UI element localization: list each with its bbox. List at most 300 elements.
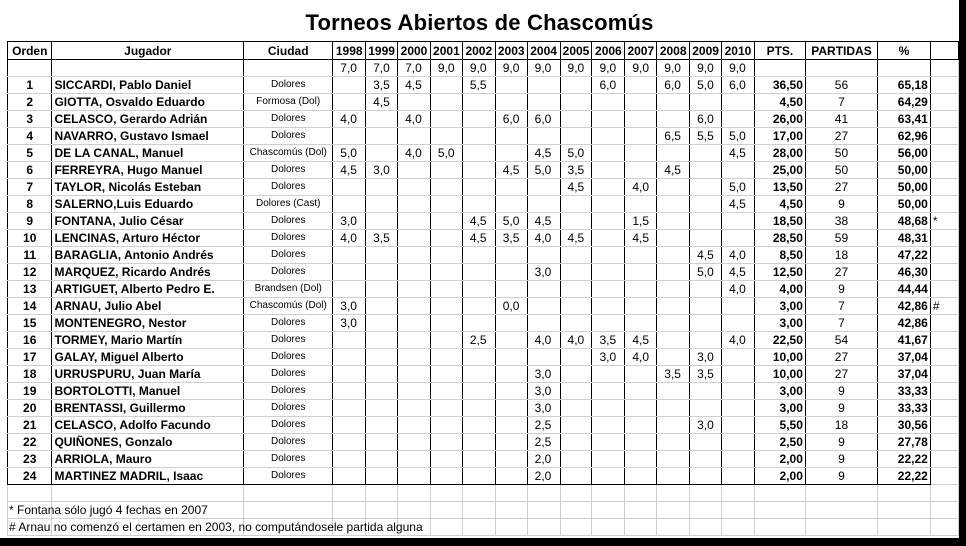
year-score-cell[interactable] [690,451,722,468]
year-score-cell[interactable] [462,145,495,162]
year-score-cell[interactable] [398,230,431,247]
year-score-cell[interactable] [333,247,366,264]
year-score-cell[interactable] [560,298,592,315]
empty-cell[interactable] [657,502,690,519]
partidas-cell[interactable]: 56 [805,77,877,94]
year-score-cell[interactable] [366,434,398,451]
jugador-cell[interactable]: CELASCO, Adolfo Facundo [52,417,244,434]
year-score-cell[interactable] [657,281,690,298]
year-score-cell[interactable] [560,77,592,94]
year-score-cell[interactable]: 3,0 [592,349,625,366]
year-score-cell[interactable] [333,94,366,111]
year-score-cell[interactable] [366,332,398,349]
year-score-cell[interactable] [560,315,592,332]
jugador-cell[interactable]: BARAGLIA, Antonio Andrés [52,247,244,264]
ciudad-cell[interactable]: Dolores [244,128,333,145]
orden-cell[interactable]: 13 [8,281,52,298]
pts-cell[interactable]: 3,00 [754,383,805,400]
year-score-cell[interactable]: 4,0 [722,281,755,298]
year-score-cell[interactable] [366,196,398,213]
jugador-cell[interactable]: GIOTTA, Osvaldo Eduardo [52,94,244,111]
jugador-cell[interactable]: QUIÑONES, Gonzalo [52,434,244,451]
header-pct[interactable]: % [878,42,931,60]
empty-cell[interactable] [244,60,333,77]
year-score-cell[interactable] [625,94,657,111]
year-score-cell[interactable] [527,298,560,315]
year-score-cell[interactable]: 3,5 [657,366,690,383]
empty-cell[interactable] [625,485,657,502]
year-score-cell[interactable] [560,366,592,383]
pct-cell[interactable]: 27,78 [878,434,931,451]
year-score-cell[interactable]: 2,0 [527,468,560,485]
year-score-cell[interactable]: 3,0 [366,162,398,179]
weight-cell[interactable]: 7,0 [366,60,398,77]
pct-cell[interactable]: 42,86 [878,298,931,315]
orden-cell[interactable]: 17 [8,349,52,366]
year-score-cell[interactable]: 3,5 [495,230,527,247]
year-score-cell[interactable] [625,417,657,434]
empty-cell[interactable] [52,60,244,77]
ciudad-cell[interactable]: Dolores [244,179,333,196]
year-score-cell[interactable]: 3,0 [527,366,560,383]
orden-cell[interactable]: 24 [8,468,52,485]
empty-cell[interactable] [754,60,805,77]
year-score-cell[interactable] [560,383,592,400]
year-score-cell[interactable] [398,213,431,230]
year-score-cell[interactable]: 4,0 [722,247,755,264]
empty-cell[interactable] [398,485,431,502]
header-year[interactable]: 2010 [722,42,755,60]
orden-cell[interactable]: 20 [8,400,52,417]
year-score-cell[interactable] [625,264,657,281]
mark-cell[interactable] [930,400,958,417]
empty-cell[interactable] [244,502,333,519]
year-score-cell[interactable] [462,111,495,128]
partidas-cell[interactable]: 9 [805,383,877,400]
orden-cell[interactable]: 3 [8,111,52,128]
orden-cell[interactable]: 23 [8,451,52,468]
year-score-cell[interactable]: 4,5 [722,145,755,162]
empty-cell[interactable] [754,519,805,536]
year-score-cell[interactable]: 4,0 [527,332,560,349]
year-score-cell[interactable] [722,451,755,468]
year-score-cell[interactable] [495,264,527,281]
year-score-cell[interactable]: 4,5 [657,162,690,179]
ciudad-cell[interactable]: Dolores [244,451,333,468]
mark-cell[interactable] [930,366,958,383]
year-score-cell[interactable] [722,400,755,417]
year-score-cell[interactable] [398,128,431,145]
header-year[interactable]: 1999 [366,42,398,60]
year-score-cell[interactable]: 3,5 [366,230,398,247]
orden-cell[interactable]: 18 [8,366,52,383]
year-score-cell[interactable] [430,315,462,332]
year-score-cell[interactable]: 3,0 [527,383,560,400]
ciudad-cell[interactable]: Dolores [244,162,333,179]
jugador-cell[interactable]: GALAY, Miguel Alberto [52,349,244,366]
year-score-cell[interactable] [560,281,592,298]
year-score-cell[interactable] [462,417,495,434]
year-score-cell[interactable]: 3,5 [690,366,722,383]
ciudad-cell[interactable]: Dolores [244,468,333,485]
ciudad-cell[interactable]: Dolores [244,400,333,417]
year-score-cell[interactable] [430,417,462,434]
jugador-cell[interactable]: TAYLOR, Nicolás Esteban [52,179,244,196]
year-score-cell[interactable] [495,94,527,111]
year-score-cell[interactable] [398,315,431,332]
mark-cell[interactable] [930,196,958,213]
weight-cell[interactable]: 9,0 [430,60,462,77]
ciudad-cell[interactable]: Dolores [244,77,333,94]
year-score-cell[interactable]: 4,5 [527,213,560,230]
pct-cell[interactable]: 33,33 [878,400,931,417]
pts-cell[interactable]: 10,00 [754,349,805,366]
partidas-cell[interactable]: 7 [805,315,877,332]
year-score-cell[interactable] [657,451,690,468]
year-score-cell[interactable] [722,366,755,383]
header-orden[interactable]: Orden [8,42,52,60]
empty-cell[interactable] [878,485,931,502]
year-score-cell[interactable] [625,383,657,400]
year-score-cell[interactable] [560,247,592,264]
year-score-cell[interactable] [430,179,462,196]
year-score-cell[interactable] [592,162,625,179]
pts-cell[interactable]: 13,50 [754,179,805,196]
empty-cell[interactable] [722,519,755,536]
year-score-cell[interactable] [430,213,462,230]
empty-cell[interactable] [52,485,244,502]
year-score-cell[interactable] [690,383,722,400]
year-score-cell[interactable] [398,349,431,366]
header-year[interactable]: 2001 [430,42,462,60]
empty-cell[interactable] [930,485,958,502]
orden-cell[interactable]: 15 [8,315,52,332]
year-score-cell[interactable]: 2,5 [527,434,560,451]
year-score-cell[interactable] [560,111,592,128]
empty-cell[interactable] [722,502,755,519]
jugador-cell[interactable]: ARTIGUET, Alberto Pedro E. [52,281,244,298]
year-score-cell[interactable] [690,468,722,485]
year-score-cell[interactable] [430,332,462,349]
year-score-cell[interactable] [592,179,625,196]
partidas-cell[interactable]: 9 [805,434,877,451]
pts-cell[interactable]: 25,00 [754,162,805,179]
weight-cell[interactable]: 7,0 [333,60,366,77]
empty-cell[interactable] [930,519,958,536]
year-score-cell[interactable]: 5,0 [495,213,527,230]
year-score-cell[interactable] [690,298,722,315]
weight-cell[interactable]: 9,0 [495,60,527,77]
empty-cell[interactable] [462,502,495,519]
mark-cell[interactable] [930,383,958,400]
pts-cell[interactable]: 3,00 [754,315,805,332]
year-score-cell[interactable] [333,417,366,434]
year-score-cell[interactable]: 4,5 [527,145,560,162]
year-score-cell[interactable] [592,213,625,230]
year-score-cell[interactable] [722,315,755,332]
empty-cell[interactable] [754,485,805,502]
header-year[interactable]: 2006 [592,42,625,60]
year-score-cell[interactable] [398,468,431,485]
year-score-cell[interactable] [333,196,366,213]
year-score-cell[interactable] [722,417,755,434]
year-score-cell[interactable] [592,145,625,162]
orden-cell[interactable]: 14 [8,298,52,315]
header-pts[interactable]: PTS. [754,42,805,60]
year-score-cell[interactable] [333,179,366,196]
year-score-cell[interactable] [333,77,366,94]
ciudad-cell[interactable]: Dolores (Cast) [244,196,333,213]
jugador-cell[interactable]: ARNAU, Julio Abel [52,298,244,315]
orden-cell[interactable]: 6 [8,162,52,179]
ciudad-cell[interactable]: Chascomús (Dol) [244,145,333,162]
ciudad-cell[interactable]: Dolores [244,417,333,434]
pct-cell[interactable]: 46,30 [878,264,931,281]
year-score-cell[interactable]: 2,5 [527,417,560,434]
weight-cell[interactable]: 9,0 [560,60,592,77]
year-score-cell[interactable] [398,196,431,213]
year-score-cell[interactable]: 5,0 [333,145,366,162]
year-score-cell[interactable] [495,349,527,366]
year-score-cell[interactable] [430,451,462,468]
year-score-cell[interactable] [722,94,755,111]
jugador-cell[interactable]: FERREYRA, Hugo Manuel [52,162,244,179]
year-score-cell[interactable] [430,366,462,383]
year-score-cell[interactable] [495,145,527,162]
empty-cell[interactable] [462,485,495,502]
year-score-cell[interactable] [366,298,398,315]
year-score-cell[interactable] [560,434,592,451]
year-score-cell[interactable] [495,315,527,332]
jugador-cell[interactable]: ARRIOLA, Mauro [52,451,244,468]
pct-cell[interactable]: 44,44 [878,281,931,298]
jugador-cell[interactable]: FONTANA, Julio César [52,213,244,230]
year-score-cell[interactable]: 5,5 [462,77,495,94]
jugador-cell[interactable]: SICCARDI, Pablo Daniel [52,77,244,94]
year-score-cell[interactable] [625,400,657,417]
empty-cell[interactable] [430,502,462,519]
year-score-cell[interactable] [657,298,690,315]
year-score-cell[interactable] [398,247,431,264]
year-score-cell[interactable] [398,94,431,111]
year-score-cell[interactable] [527,281,560,298]
year-score-cell[interactable] [495,383,527,400]
mark-cell[interactable] [930,111,958,128]
year-score-cell[interactable] [722,298,755,315]
year-score-cell[interactable]: 5,0 [722,179,755,196]
year-score-cell[interactable]: 4,0 [398,145,431,162]
empty-cell[interactable] [690,485,722,502]
empty-cell[interactable] [398,502,431,519]
jugador-cell[interactable]: SALERNO,Luis Eduardo [52,196,244,213]
year-score-cell[interactable] [495,434,527,451]
orden-cell[interactable]: 16 [8,332,52,349]
year-score-cell[interactable] [398,434,431,451]
empty-cell[interactable] [333,502,366,519]
mark-cell[interactable] [930,145,958,162]
year-score-cell[interactable]: 4,5 [722,196,755,213]
ciudad-cell[interactable]: Dolores [244,247,333,264]
ciudad-cell[interactable]: Formosa (Dol) [244,94,333,111]
year-score-cell[interactable]: 3,0 [527,400,560,417]
year-score-cell[interactable] [657,230,690,247]
year-score-cell[interactable] [657,247,690,264]
year-score-cell[interactable] [690,196,722,213]
year-score-cell[interactable] [690,434,722,451]
year-score-cell[interactable] [398,451,431,468]
year-score-cell[interactable] [366,366,398,383]
year-score-cell[interactable] [398,366,431,383]
empty-cell[interactable] [244,485,333,502]
ciudad-cell[interactable]: Dolores [244,383,333,400]
empty-cell[interactable] [495,519,527,536]
year-score-cell[interactable] [462,128,495,145]
year-score-cell[interactable] [722,349,755,366]
year-score-cell[interactable] [592,281,625,298]
year-score-cell[interactable] [333,468,366,485]
year-score-cell[interactable] [527,77,560,94]
empty-cell[interactable] [592,502,625,519]
year-score-cell[interactable] [592,468,625,485]
year-score-cell[interactable] [366,451,398,468]
year-score-cell[interactable] [462,281,495,298]
header-year[interactable]: 1998 [333,42,366,60]
year-score-cell[interactable]: 4,5 [560,230,592,247]
year-score-cell[interactable] [430,247,462,264]
year-score-cell[interactable]: 4,0 [625,179,657,196]
year-score-cell[interactable] [592,230,625,247]
empty-cell[interactable] [722,485,755,502]
year-score-cell[interactable]: 4,0 [722,332,755,349]
pts-cell[interactable]: 4,50 [754,94,805,111]
mark-cell[interactable] [930,434,958,451]
year-score-cell[interactable] [592,366,625,383]
year-score-cell[interactable] [625,77,657,94]
year-score-cell[interactable] [722,468,755,485]
year-score-cell[interactable] [333,264,366,281]
partidas-cell[interactable]: 27 [805,179,877,196]
year-score-cell[interactable] [366,128,398,145]
pts-cell[interactable]: 28,00 [754,145,805,162]
pts-cell[interactable]: 8,50 [754,247,805,264]
year-score-cell[interactable] [333,366,366,383]
year-score-cell[interactable]: 3,0 [333,213,366,230]
year-score-cell[interactable] [592,298,625,315]
pts-cell[interactable]: 5,50 [754,417,805,434]
year-score-cell[interactable] [366,213,398,230]
year-score-cell[interactable] [430,281,462,298]
year-score-cell[interactable] [722,383,755,400]
year-score-cell[interactable]: 0,0 [495,298,527,315]
pts-cell[interactable]: 12,50 [754,264,805,281]
year-score-cell[interactable] [560,196,592,213]
pct-cell[interactable]: 62,96 [878,128,931,145]
year-score-cell[interactable] [366,281,398,298]
header-partidas[interactable]: PARTIDAS [805,42,877,60]
pct-cell[interactable]: 48,68 [878,213,931,230]
year-score-cell[interactable] [722,434,755,451]
jugador-cell[interactable]: NAVARRO, Gustavo Ismael [52,128,244,145]
year-score-cell[interactable] [625,128,657,145]
year-score-cell[interactable]: 4,5 [722,264,755,281]
year-score-cell[interactable] [462,179,495,196]
year-score-cell[interactable] [333,383,366,400]
pts-cell[interactable]: 22,50 [754,332,805,349]
year-score-cell[interactable] [398,179,431,196]
year-score-cell[interactable] [398,162,431,179]
year-score-cell[interactable]: 3,0 [333,315,366,332]
year-score-cell[interactable] [430,128,462,145]
orden-cell[interactable]: 12 [8,264,52,281]
header-year[interactable]: 2002 [462,42,495,60]
year-score-cell[interactable] [560,94,592,111]
pts-cell[interactable]: 2,00 [754,468,805,485]
empty-cell[interactable] [430,519,462,536]
year-score-cell[interactable] [495,332,527,349]
ciudad-cell[interactable]: Dolores [244,213,333,230]
year-score-cell[interactable] [690,162,722,179]
empty-cell[interactable] [805,519,877,536]
year-score-cell[interactable] [625,196,657,213]
year-score-cell[interactable]: 4,5 [560,179,592,196]
partidas-cell[interactable]: 50 [805,162,877,179]
pts-cell[interactable]: 17,00 [754,128,805,145]
year-score-cell[interactable] [527,196,560,213]
empty-cell[interactable] [754,502,805,519]
year-score-cell[interactable] [430,94,462,111]
year-score-cell[interactable] [625,247,657,264]
year-score-cell[interactable] [366,417,398,434]
empty-cell[interactable] [878,502,931,519]
weight-cell[interactable]: 9,0 [690,60,722,77]
year-score-cell[interactable] [690,315,722,332]
year-score-cell[interactable] [495,468,527,485]
year-score-cell[interactable] [333,451,366,468]
year-score-cell[interactable] [657,179,690,196]
ciudad-cell[interactable]: Dolores [244,349,333,366]
year-score-cell[interactable] [527,315,560,332]
year-score-cell[interactable] [527,179,560,196]
pct-cell[interactable]: 50,00 [878,196,931,213]
partidas-cell[interactable]: 54 [805,332,877,349]
year-score-cell[interactable] [690,179,722,196]
jugador-cell[interactable]: MONTENEGRO, Nestor [52,315,244,332]
empty-cell[interactable] [8,60,52,77]
empty-cell[interactable] [560,519,592,536]
orden-cell[interactable]: 9 [8,213,52,230]
pct-cell[interactable]: 22,22 [878,451,931,468]
orden-cell[interactable]: 21 [8,417,52,434]
year-score-cell[interactable] [527,94,560,111]
pts-cell[interactable]: 36,50 [754,77,805,94]
year-score-cell[interactable] [592,247,625,264]
pct-cell[interactable]: 41,67 [878,332,931,349]
orden-cell[interactable]: 11 [8,247,52,264]
year-score-cell[interactable] [398,298,431,315]
year-score-cell[interactable]: 3,5 [592,332,625,349]
empty-cell[interactable] [560,485,592,502]
year-score-cell[interactable] [333,400,366,417]
pts-cell[interactable]: 28,50 [754,230,805,247]
year-score-cell[interactable] [495,196,527,213]
empty-cell[interactable] [805,60,877,77]
header-year[interactable]: 2004 [527,42,560,60]
year-score-cell[interactable] [495,179,527,196]
year-score-cell[interactable] [657,434,690,451]
year-score-cell[interactable] [625,162,657,179]
pct-cell[interactable]: 65,18 [878,77,931,94]
header-year[interactable]: 2008 [657,42,690,60]
